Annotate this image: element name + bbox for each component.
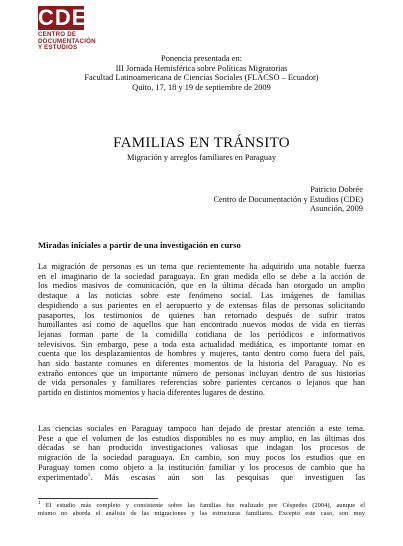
footnote (38, 502, 365, 518)
body-paragraph-1 (38, 262, 365, 398)
conference-info (0, 54, 403, 93)
text-line: destaque a las noticias sobre este fenómeno social. Las imágenes de familias (38, 291, 365, 301)
text-line: lejanas forman parte de la comidilla cotidiana de los periódicos e informativos (38, 329, 365, 339)
logo-mark: CDE (38, 5, 88, 30)
author-name: Patricio Dobrée (310, 185, 363, 194)
author-affiliation: Centro de Documentación y Estudios (CDE) (213, 194, 363, 204)
text-line: televisivos. Sin embargo, pese a toda esta actualidad mediática, es importante tomar en (38, 339, 365, 349)
conference-line: III Jornada Hemisférica sobre Políticas Migratorias (115, 63, 288, 73)
text-line: La migración de personas es un tema que recientemente ha adquirido una notable fuerza (38, 262, 365, 271)
text-line: han sido bastante comunes en diferentes momentos de la historia del Paraguay. No es (38, 359, 365, 369)
text-line: extraño entonces que un importante número de personas incluyan dentro de sus historias (38, 368, 365, 378)
text-line: pasaportes, los testimonios de quienes han retornado después de sufrir tratos (38, 310, 365, 320)
text-line: migración de la sociedad paraguaya. En cambio, son muy pocos los estudios que en (38, 453, 365, 463)
text-line: Pese a que el volumen de los estudios disponibles no es muy amplio, en las últimas dos (38, 433, 365, 443)
text-fragment: Más escasas aún son las pesquisas que investiguen las (104, 472, 365, 482)
body-paragraph-2 (38, 424, 365, 482)
conference-line: Facultad Latinoamericana de Ciencias Sociales (FLACSO – Ecuador) (84, 73, 319, 83)
text-line: en el imaginario de la sociedad paraguaya. En gran medida ello se debe a la acción de (38, 271, 365, 281)
footnote-ref[interactable]: 1 (87, 472, 91, 478)
footnote-line: mismo no aborda el análisis de las migraciones y las estructuras familiares. Excepto este caso, son muy (38, 509, 365, 517)
logo-subtitle (38, 31, 96, 52)
text-line: experimentado$^1$. Más escasas aún son las pesquisas que investiguen las (38, 472, 365, 482)
document-subtitle: Migración y arreglos familiares en Paraguay (126, 153, 277, 162)
document-title: FAMILIAS EN TRÁNSITO (113, 135, 290, 151)
footnote-divider (38, 498, 158, 499)
text-line: décadas se han producido investigaciones valiosas que indagan los procesos de (38, 443, 365, 453)
logo-sub-line: CENTRO DE (38, 31, 77, 38)
footnote-line (38, 502, 365, 510)
author-block (213, 185, 363, 214)
logo-sub-line: DOCUMENTACIÓN (38, 37, 96, 45)
logo-sub-line: Y ESTUDIOS (38, 44, 78, 52)
footnote-text: El estudio más completo y consistente sobre las familias fue realizado por Céspedes (2004), aunque el (45, 502, 366, 509)
conference-line: Quito, 17, 18 y 19 de septiembre de 2009 (132, 83, 271, 93)
footnote-marker: 1 (38, 500, 41, 506)
text-fragment: experimentado (38, 472, 88, 482)
text-line: humillantes así como de aquellos que han encontrado nuevos modos de vida en tierras (38, 320, 365, 330)
author-place-date: Asunción, 2009 (309, 204, 363, 214)
text-line: Las ciencias sociales en Paraguay tampoco han dejado de prestar atención a este tema. (38, 424, 365, 433)
text-line: Paraguay tomen como objeto a la institución familiar y los procesos de cambio que ha (38, 462, 365, 472)
section-heading: Miradas iniciales a partir de una investigación en curso (38, 240, 241, 250)
text-line: los medios masivos de comunicación, que en la última década han otorgado un amplio (38, 281, 365, 291)
cde-logo (38, 5, 96, 52)
text-line: despidiendo a sus parientes en el aeropuerto y de extensas filas de personas solicitando (38, 300, 365, 310)
text-line: de vida personales y familiares referencias sobre parientes cercanos o lejanos que han (38, 378, 365, 388)
conference-line: Ponencia presentada en: (161, 54, 242, 63)
text-line: cuenta que los desplazamientos de hombres y mujeres, tanto dentro como fuera del país, (38, 349, 365, 359)
text-line: partido en distintos momentos y hacia diferentes lugares de destino. (38, 388, 266, 398)
